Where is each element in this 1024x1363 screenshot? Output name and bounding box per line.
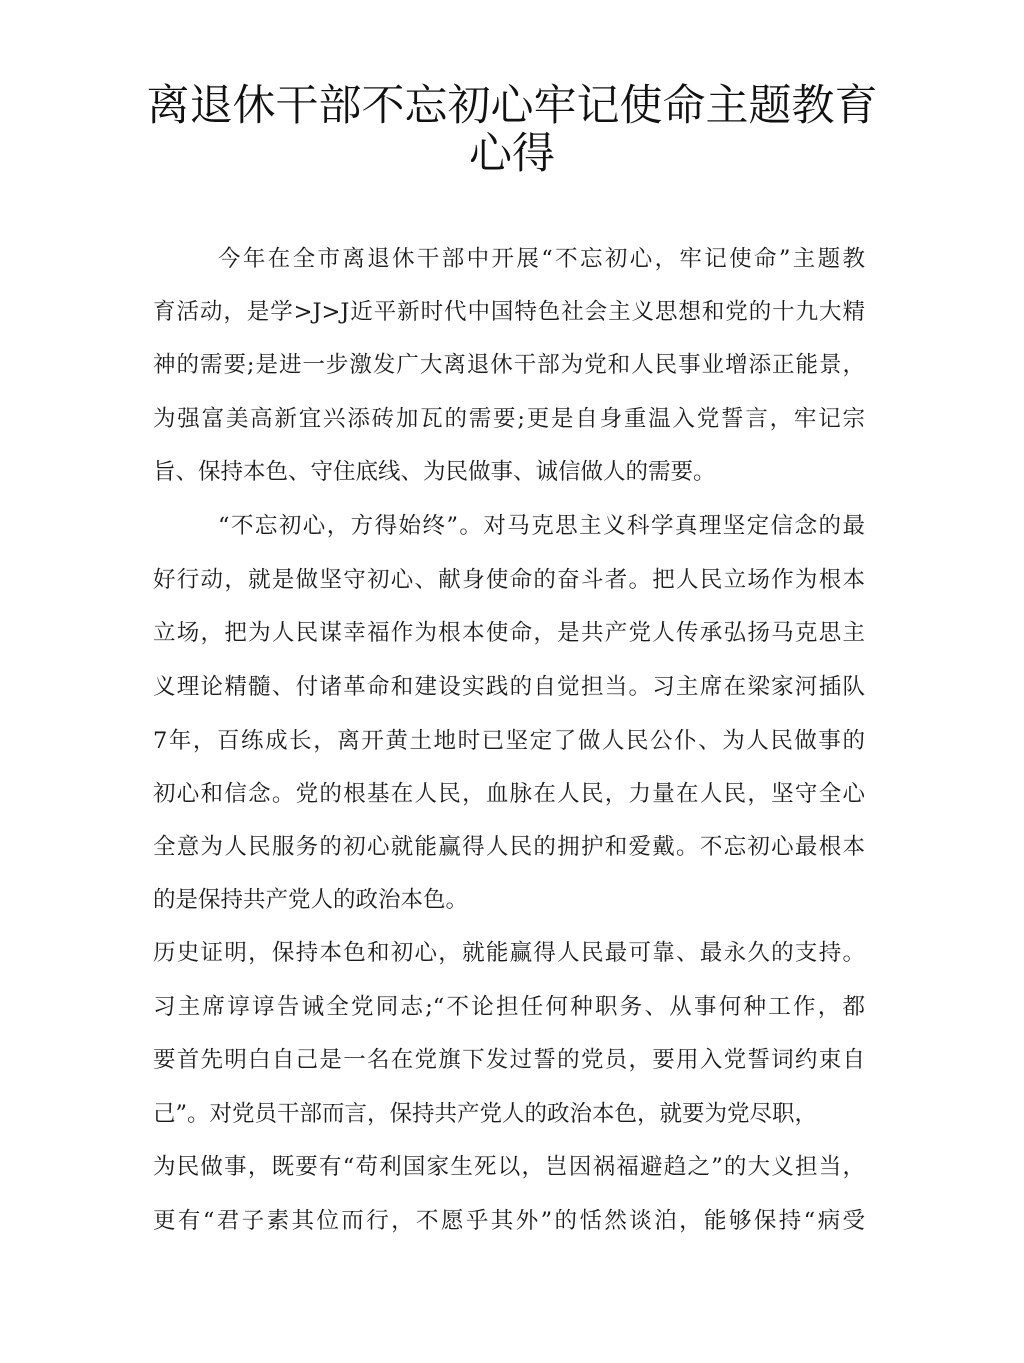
paragraph-2-line: 初心和信念。党的根基在人民，血脉在人民，力量在人民，坚守全心 <box>153 781 865 807</box>
paragraph-1-line: 今年在全市离退休干部中开展“不忘初心，牢记使命”主题教 <box>218 246 865 272</box>
paragraph-3-line: 更有“君子素其位而行，不愿乎其外”的恬然谈泊，能够保持“病受 <box>153 1208 865 1234</box>
paragraph-2-line: 义理论精髓、付诸革命和建设实践的自觉担当。习主席在梁家河插队 <box>153 674 865 700</box>
paragraph-1-line: 旨、保持本色、守住底线、为民做事、诚信做人的需要。 <box>153 459 716 485</box>
paragraph-3-line: 习主席谆谆告诫全党同志;“不论担任何种职务、从事何种工作，都 <box>153 994 865 1020</box>
paragraph-2-line: 的是保持共产党人的政治本色。 <box>153 887 469 913</box>
paragraph-2-line: 立场，把为人民谋幸福作为根本使命，是共产党人传承弘扬马克思主 <box>153 620 865 646</box>
paragraph-1-line: 神的需要;是进一步激发广大离退休干部为党和人民事业增添正能景， <box>153 352 865 378</box>
paragraph-2-line: 全意为人民服务的初心就能赢得人民的拥护和爱戴。不忘初心最根本 <box>153 834 865 860</box>
paragraph-1-line: 为强富美高新宜兴添砖加瓦的需要;更是自身重温入党誓言，牢记宗 <box>153 406 865 432</box>
paragraph-2-line: 7年，百练成长，离开黄土地时已坚定了做人民公仆、为人民做事的 <box>153 728 865 754</box>
paragraph-2-line: 好行动，就是做坚守初心、献身使命的奋斗者。把人民立场作为根本 <box>153 567 865 593</box>
title-line-2: 心得 <box>469 129 555 179</box>
paragraph-1-line: 育活动，是学>J>J近平新时代中国特色社会主义思想和党的十九大精 <box>153 299 865 325</box>
paragraph-3-line: 为民做事，既要有“苟利国家生死以，岂因祸福避趋之”的大义担当， <box>153 1154 865 1180</box>
paragraph-3-line: 己”。对党员干部而言，保持共产党人的政治本色，就要为党尽职， <box>153 1101 818 1127</box>
paragraph-3-line: 历史证明，保持本色和初心，就能赢得人民最可靠、最永久的支持。 <box>153 940 865 966</box>
document-title <box>100 82 924 178</box>
paragraph-2-line: “不忘初心，方得始终”。对马克思主义科学真理坚定信念的最 <box>218 513 865 539</box>
paragraph-3-line: 要首先明白自己是一名在党旗下发过誓的党员，要用入党誓词约束自 <box>153 1047 865 1073</box>
title-line-1: 离退休干部不忘初心牢记使命主题教育 <box>146 81 878 131</box>
